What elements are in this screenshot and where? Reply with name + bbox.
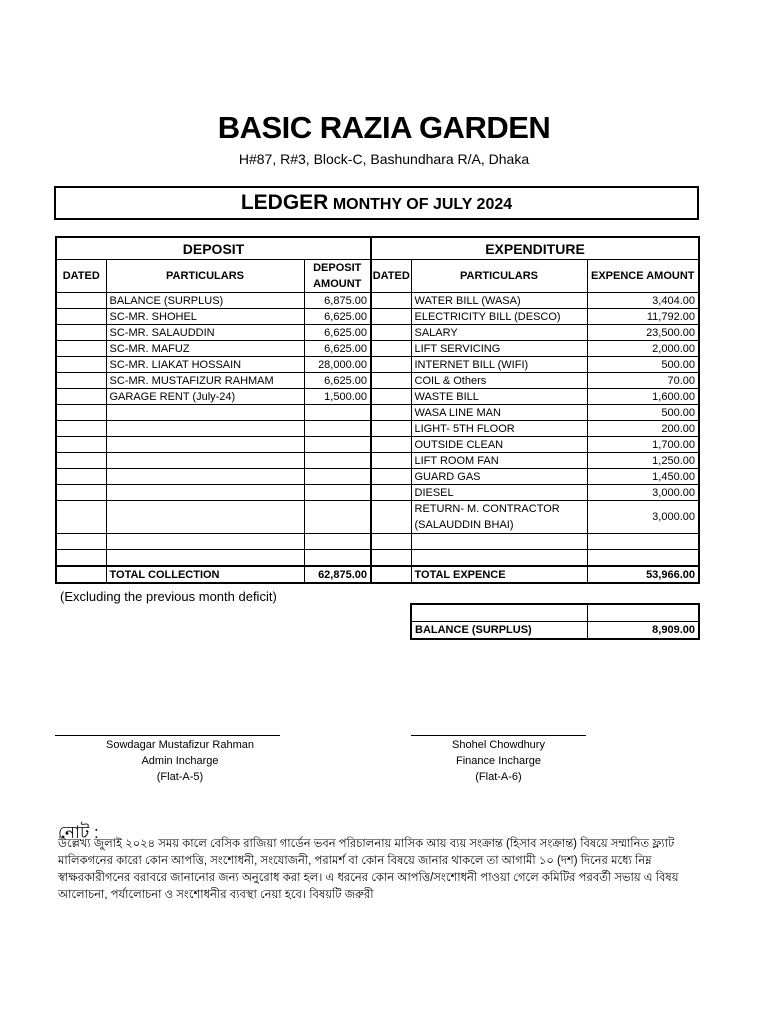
expenditure-row (371, 421, 699, 437)
expenditure-cell-dated (371, 357, 411, 373)
deposit-cell-dated (56, 373, 106, 389)
deposit-row (56, 341, 371, 357)
expenditure-cell-amount: 200.00 (587, 421, 699, 437)
expenditure-row (371, 485, 699, 501)
deposit-cell-particulars (106, 501, 304, 534)
balance-spacer-right (587, 604, 699, 622)
balance-spacer-left (411, 604, 587, 622)
deposit-total-label: TOTAL COLLECTION (106, 566, 304, 583)
notice-heading: নোট : (58, 823, 99, 842)
expenditure-cell-dated (371, 469, 411, 485)
deposit-cell-amount: 28,000.00 (304, 357, 371, 373)
balance-amount: 8,909.00 (587, 622, 699, 640)
deposit-cell-dated (56, 469, 106, 485)
deposit-cell-particulars (106, 421, 304, 437)
deposit-cell-dated (56, 485, 106, 501)
expenditure-cell-amount: 1,600.00 (587, 389, 699, 405)
deposit-cell-particulars: SC-MR. LIAKAT HOSSAIN (106, 357, 304, 373)
deposit-total-row (56, 566, 371, 583)
deposit-row (56, 469, 371, 485)
expenditure-cell-particulars: WASTE BILL (411, 389, 587, 405)
deposit-row (56, 309, 371, 325)
deposit-cell-particulars (106, 453, 304, 469)
expenditure-cell-amount: 1,250.00 (587, 453, 699, 469)
expenditure-col-particulars: PARTICULARS (411, 260, 587, 293)
expenditure-cell-amount: 3,000.00 (587, 501, 699, 534)
expenditure-cell-particulars: ELECTRICITY BILL (DESCO) (411, 309, 587, 325)
deposit-cell-dated (56, 325, 106, 341)
expenditure-row (371, 341, 699, 357)
deposit-cell-amount (304, 469, 371, 485)
expenditure-cell-amount (587, 534, 699, 550)
deposit-cell-dated (56, 309, 106, 325)
expenditure-col-amount: EXPENCE AMOUNT (587, 260, 699, 293)
expenditure-cell-dated (371, 293, 411, 309)
deposit-cell-dated (56, 421, 106, 437)
deposit-cell-amount (304, 534, 371, 550)
expenditure-cell-dated (371, 453, 411, 469)
deposit-total-dated (56, 566, 106, 583)
deposit-row (56, 485, 371, 501)
deposit-cell-particulars: SC-MR. MAFUZ (106, 341, 304, 357)
expenditure-cell-dated (371, 485, 411, 501)
deposit-cell-dated (56, 293, 106, 309)
ledger-period: MONTHY OF JULY 2024 (332, 196, 513, 213)
deposit-cell-particulars: GARAGE RENT (July-24) (106, 389, 304, 405)
deposit-cell-dated (56, 341, 106, 357)
expenditure-cell-amount: 500.00 (587, 357, 699, 373)
expenditure-cell-amount: 70.00 (587, 373, 699, 389)
expenditure-cell-dated (371, 437, 411, 453)
deposit-row (56, 453, 371, 469)
expenditure-row (371, 357, 699, 373)
expenditure-row (371, 389, 699, 405)
expenditure-cell-amount: 23,500.00 (587, 325, 699, 341)
expenditure-cell-particulars: WATER BILL (WASA) (411, 293, 587, 309)
deposit-cell-dated (56, 389, 106, 405)
deposit-cell-amount: 6,625.00 (304, 341, 371, 357)
deposit-cell-particulars (106, 469, 304, 485)
expenditure-row (371, 437, 699, 453)
deposit-cell-particulars (106, 534, 304, 550)
deposit-cell-dated (56, 534, 106, 550)
expenditure-cell-particulars: SALARY (411, 325, 587, 341)
deposit-cell-particulars (106, 405, 304, 421)
expenditure-row (371, 309, 699, 325)
expenditure-cell-dated (371, 421, 411, 437)
expenditure-row (371, 293, 699, 309)
deposit-cell-amount (304, 421, 371, 437)
expenditure-cell-dated (371, 325, 411, 341)
expenditure-total-amount: 53,966.00 (587, 566, 699, 583)
signature-role-admin: Admin Incharge (141, 755, 219, 767)
deposit-cell-dated (56, 501, 106, 534)
expenditure-cell-particulars (411, 550, 587, 567)
deposit-row (56, 325, 371, 341)
expenditure-cell-particulars: LIGHT- 5TH FLOOR (411, 421, 587, 437)
signature-flat-finance: (Flat-A-6) (475, 771, 522, 783)
expenditure-row (371, 469, 699, 485)
expenditure-cell-dated (371, 389, 411, 405)
expenditure-section-title: EXPENDITURE (371, 237, 699, 260)
deposit-row (56, 501, 371, 534)
deposit-row (56, 357, 371, 373)
signature-name-admin: Sowdagar Mustafizur Rahman (106, 739, 254, 751)
balance-label: BALANCE (SURPLUS) (411, 622, 587, 640)
deposit-cell-amount (304, 405, 371, 421)
deposit-cell-amount (304, 453, 371, 469)
expenditure-cell-dated (371, 341, 411, 357)
expenditure-cell-particulars: WASA LINE MAN (411, 405, 587, 421)
deposit-cell-amount (304, 550, 371, 567)
signature-block-admin (55, 737, 305, 785)
deposit-cell-dated (56, 405, 106, 421)
deposit-col-amount: DEPOSIT AMOUNT (304, 260, 371, 293)
signature-line-finance (411, 735, 586, 736)
deposit-section-title: DEPOSIT (56, 237, 371, 260)
expenditure-cell-particulars: LIFT ROOM FAN (411, 453, 587, 469)
expenditure-cell-particulars: COIL & Others (411, 373, 587, 389)
expenditure-row (371, 373, 699, 389)
expenditure-cell-dated (371, 534, 411, 550)
deposit-row (56, 421, 371, 437)
deposit-cell-dated (56, 550, 106, 567)
deposit-cell-particulars: BALANCE (SURPLUS) (106, 293, 304, 309)
expenditure-cell-dated (371, 373, 411, 389)
expenditure-cell-particulars: RETURN- M. CONTRACTOR (SALAUDDIN BHAI) (411, 501, 587, 534)
deposit-cell-amount: 6,875.00 (304, 293, 371, 309)
deposit-table (55, 236, 372, 584)
deficit-note: (Excluding the previous month deficit) (60, 589, 277, 604)
expenditure-row (371, 405, 699, 421)
deposit-row (56, 437, 371, 453)
ledger-banner (54, 186, 699, 220)
deposit-row (56, 534, 371, 550)
deposit-col-dated: DATED (56, 260, 106, 293)
expenditure-cell-particulars: GUARD GAS (411, 469, 587, 485)
balance-row (411, 622, 699, 640)
expenditure-cell-dated (371, 309, 411, 325)
deposit-cell-dated (56, 357, 106, 373)
expenditure-cell-dated (371, 501, 411, 534)
expenditure-cell-dated (371, 550, 411, 567)
notice-body: উল্লেখ্য জুলাই ২০২৪ সময় কালে বেসিক রাজিয়া গার্ডেন ভবন পরিচালনায় মাসিক আয় ব্যয় সংক্রান্ত (হিসাব সংক্রান্ত) বিষয়ে সম্মানিত ফ্ল্যাট মালিকগনের কারো কোন আপত্তি, সংশোধনী, সংযোজনী, পরামর্শ বা কোন বিষয়ে জানার থাকলে তা আগামী ১০ (দশ) দিনের মধ্যে নিম্ন স্বাক্ষরকারীগনের বরাবরে জানানোর জন্য অনুরোধ করা হল। এ ধরনের কোন আপত্তি/সংশোধনী পাওয়া গেলে কমিটির পরবর্তী সভায় এ বিষয় আলোচনা, পর্যালোচনা ও সংশোধনীর ব্যবস্থা নেয়া হবে। বিষয়টি জরুরী (58, 838, 679, 901)
expenditure-cell-amount: 1,700.00 (587, 437, 699, 453)
deposit-cell-particulars: SC-MR. SHOHEL (106, 309, 304, 325)
expenditure-table (370, 236, 700, 584)
deposit-row (56, 373, 371, 389)
deposit-cell-amount: 6,625.00 (304, 325, 371, 341)
expenditure-cell-amount: 11,792.00 (587, 309, 699, 325)
deposit-row (56, 389, 371, 405)
expenditure-cell-particulars: OUTSIDE CLEAN (411, 437, 587, 453)
signature-block-finance (386, 737, 611, 785)
deposit-cell-particulars (106, 485, 304, 501)
deposit-cell-amount (304, 485, 371, 501)
expenditure-cell-amount: 3,404.00 (587, 293, 699, 309)
expenditure-cell-amount: 1,450.00 (587, 469, 699, 485)
expenditure-cell-amount: 2,000.00 (587, 341, 699, 357)
deposit-cell-amount (304, 501, 371, 534)
expenditure-cell-particulars: DIESEL (411, 485, 587, 501)
building-address: H#87, R#3, Block-C, Bashundhara R/A, Dhaka (238, 151, 530, 167)
expenditure-cell-particulars (411, 534, 587, 550)
expenditure-cell-amount: 500.00 (587, 405, 699, 421)
expenditure-cell-dated (371, 405, 411, 421)
expenditure-row (371, 501, 699, 534)
deposit-cell-amount: 6,625.00 (304, 373, 371, 389)
deposit-cell-particulars: SC-MR. MUSTAFIZUR RAHMAM (106, 373, 304, 389)
balance-table (410, 603, 700, 640)
deposit-cell-amount: 6,625.00 (304, 309, 371, 325)
deposit-col-particulars: PARTICULARS (106, 260, 304, 293)
expenditure-col-dated: DATED (371, 260, 411, 293)
signature-name-finance: Shohel Chowdhury (452, 739, 545, 751)
deposit-row (56, 293, 371, 309)
expenditure-cell-amount: 3,000.00 (587, 485, 699, 501)
deposit-cell-particulars (106, 550, 304, 567)
deposit-row (56, 405, 371, 421)
expenditure-row (371, 550, 699, 567)
deposit-cell-amount: 1,500.00 (304, 389, 371, 405)
expenditure-total-label: TOTAL EXPENCE (411, 566, 587, 583)
expenditure-cell-particulars: INTERNET BILL (WIFI) (411, 357, 587, 373)
deposit-total-amount: 62,875.00 (304, 566, 371, 583)
signature-flat-admin: (Flat-A-5) (156, 771, 204, 783)
signature-line-admin (55, 735, 280, 736)
deposit-cell-amount (304, 437, 371, 453)
deposit-cell-dated (56, 437, 106, 453)
deposit-row (56, 550, 371, 567)
deposit-cell-particulars: SC-MR. SALAUDDIN (106, 325, 304, 341)
expenditure-row (371, 325, 699, 341)
building-title: BASIC RAZIA GARDEN (217, 110, 551, 145)
deposit-cell-particulars (106, 437, 304, 453)
expenditure-total-dated (371, 566, 411, 583)
expenditure-row (371, 534, 699, 550)
ledger-word: LEDGER (240, 191, 329, 214)
expenditure-cell-particulars: LIFT SERVICING (411, 341, 587, 357)
expenditure-row (371, 453, 699, 469)
expenditure-cell-amount (587, 550, 699, 567)
deposit-cell-dated (56, 453, 106, 469)
expenditure-total-row (371, 566, 699, 583)
signature-role-finance: Finance Incharge (456, 755, 541, 767)
